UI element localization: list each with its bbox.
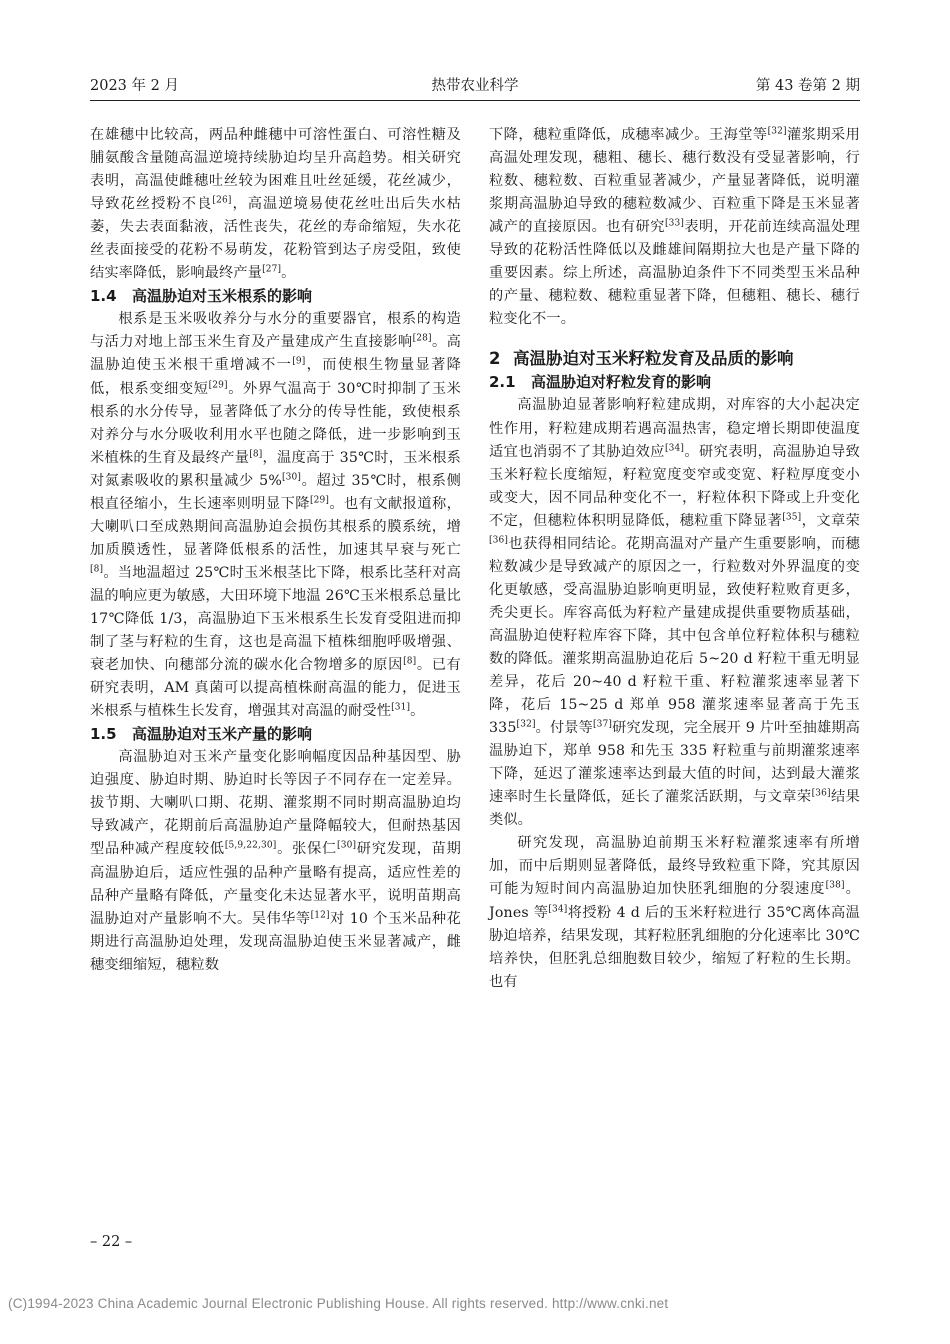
text-run: 表明，开花前连续高温处理导致的花粉活性降低以及雌雄间隔期拉大也是产量下降的重要因素。综上所述，高温胁迫条件下不同类型玉米品种的产量、穗粒数、穗粒重显著下降，但穗粗、穗长、穗行粒变化不一。 xyxy=(489,219,860,328)
paragraph-yield-continued xyxy=(489,124,860,331)
header-volume-issue: 第 43 卷第 2 期 xyxy=(755,78,860,94)
section-title: 高温胁迫对玉米产量的影响 xyxy=(132,725,313,744)
section-number: 2 xyxy=(489,349,501,369)
text-run: 。 xyxy=(410,703,425,720)
running-header xyxy=(90,74,860,100)
section-heading-1-4 xyxy=(90,285,461,308)
text-run: 灌浆期采用高温处理发现，穗粗、穗长、穗行数没有受显著影响，行粒数、穗粒数、百粒重显著减少，产量显著降低，说明灌浆期高温胁迫导致的穗粒数减少、百粒重下降是玉米显著减产的直接原因。也有研究 xyxy=(489,127,860,236)
text-run: 在雄穗中比较高，两品种雌穗中可溶性蛋白、可溶性糖及脯氨酸含量随高温逆境持续胁迫均呈升高趋势。相关研究表明，高温使雌穗吐丝较为困难且吐丝延缓，花丝减少，导致花丝授粉不良 xyxy=(90,127,461,213)
citation: [36] xyxy=(489,535,509,546)
citation: [5,9,22,30] xyxy=(224,840,277,851)
citation: [8] xyxy=(403,656,417,667)
text-run: ，文章荣 xyxy=(801,512,860,529)
section-title: 高温胁迫对玉米籽粒发育及品质的影响 xyxy=(513,349,794,369)
text-run: 。 xyxy=(281,265,296,282)
citation: [36] xyxy=(811,788,831,799)
text-run: 。付景等 xyxy=(535,720,593,737)
citation: [30] xyxy=(281,471,302,482)
citation: [29] xyxy=(309,495,330,506)
paragraph-kernel-development xyxy=(489,394,860,832)
text-run: 将授粉 4 d 后的玉米籽粒进行 35℃离体高温胁迫培养，结果发现，其籽粒胚乳细胞的分化速率比 30℃培养快，但胚乳总细胞数目较少，缩短了籽粒的生长期。也有 xyxy=(489,904,860,990)
right-column xyxy=(489,124,860,994)
text-run: 高温胁迫显著影响籽粒建成期，对库容的大小起决定性作用，籽粒建成期若遇高温热害，稳定增长期即使温度适宜也消弱不了其胁迫效应 xyxy=(489,397,860,460)
text-run: 。当地温超过 25℃时玉米根茎比下降，根系比茎秆对高温的响应更为敏感，大田环境下地温 26℃玉米根系总量比 17℃降低 1/3，高温胁迫下玉米根系生长发育受阻进而抑制了茎与籽粒的生育，这也是高温下植株细胞呼吸增强、衰老加快、向穗部分流的碳水化合物增多的原因 xyxy=(90,564,461,674)
section-title: 高温胁迫对籽粒发育的影响 xyxy=(531,373,712,392)
text-run: 研究发现，完全展开 9 片叶至抽雄期高温胁迫下，郑单 958 和先玉 335 籽粒重与前期灌浆速率下降，延迟了灌浆速率达到最大值的时间，达到最大灌浆速率时生长量降低，延长了灌浆活跃期，与文章荣 xyxy=(489,720,860,806)
paragraph-silk-pollination xyxy=(90,124,461,285)
citation: [34] xyxy=(548,903,568,914)
paragraph-grain-filling xyxy=(489,832,860,993)
citation: [38] xyxy=(825,880,845,891)
text-run: ，温度高于 35℃时，玉米根系对氮素吸收的累积量减少 5% xyxy=(90,449,462,489)
citation: [9] xyxy=(292,356,306,367)
text-run: 高温胁迫对玉米产量变化影响幅度因品种基因型、胁迫强度、胁迫时期、胁迫时长等因子不同存在一定差异。拔节期、大喇叭口期、花期、灌浆期不同时期高温胁迫均导致减产，花期前后高温胁迫产量降幅较大，但耐热基因型品种减产程度较低 xyxy=(90,749,461,858)
text-run: 结果类似。 xyxy=(489,789,860,829)
text-run: 根系是玉米吸收养分与水分的重要器官，根系的构造与活力对地上部玉米生育及产量建成产生直接影响 xyxy=(90,311,461,351)
text-run: ，高温逆境易使花丝吐出后失水枯萎，失去表面黏液，活性丧失，花丝的寿命缩短，失水花丝表面接受的花粉不易萌发，花粉管到达子房受阻，致使结实率降低，影响最终产量 xyxy=(90,196,461,282)
copyright-footer: (C)1994-2023 China Academic Journal Electronic Publishing House. All rights reserved. http://www.cnki.net xyxy=(8,1296,669,1311)
text-run: 下降，穗粒重降低，成穗率减少。王海堂等 xyxy=(489,127,768,143)
text-run: 。已有研究表明，AM 真菌可以提高植株耐高温的能力，促进玉米根系与植株生长发育，增强其对高温的耐受性 xyxy=(90,657,462,720)
section-gap xyxy=(489,331,860,347)
page-number: – 22 – xyxy=(90,1234,133,1250)
text-run: 。高温胁迫使玉米根干重增减不一 xyxy=(90,334,461,374)
text-run: 。Jones 等 xyxy=(489,881,860,921)
left-column xyxy=(90,124,461,977)
section-heading-2 xyxy=(489,347,860,371)
citation: [27] xyxy=(262,264,282,275)
text-run: 对 10 个玉米品种花期进行高温胁迫处理，发现高温胁迫使玉米显著减产，雌穗变细缩短，穗粒数 xyxy=(90,910,461,973)
citation: [32] xyxy=(767,126,787,137)
citation: [8] xyxy=(249,448,263,459)
section-title: 高温胁迫对玉米根系的影响 xyxy=(132,287,313,306)
text-run: ，而使根生物量显著降低，根系变细变短 xyxy=(90,357,461,397)
citation: [33] xyxy=(664,218,685,229)
text-run: 。研究表明，高温胁迫导致玉米籽粒长度缩短，籽粒宽度变窄或变宽、籽粒厚度变小或变大，因不同品种变化不一，籽粒体积下降或上升变化不定，但穗粒体积明显降低，穗粒重下降显著 xyxy=(489,443,860,529)
header-date: 2023 年 2 月 xyxy=(90,78,179,94)
text-run: 也获得相同结论。花期高温对产量产生重要影响，而穗粒数减少是导致减产的原因之一，行粒数对外界温度的变化更敏感，受高温胁迫影响更明显，致使籽粒败育更多，秃尖更长。库容高低为籽粒产量建成提供重要物质基础，高温胁迫使籽粒库容下降，其中包含单位籽粒体积与穗粒数的降低。灌浆期高温胁迫花后 5~20 d 籽粒干重无明显差异，花后 20~40 d 籽粒干重、籽粒灌浆速率显著下降，花后 15~25 d 郑单 958 灌浆速率显著高于先玉 335 xyxy=(489,535,860,737)
citation: [8] xyxy=(90,564,104,575)
citation: [26] xyxy=(212,195,232,206)
text-run: 。张保仁 xyxy=(276,841,338,858)
section-number: 2.1 xyxy=(489,373,516,392)
citation: [12] xyxy=(310,909,330,920)
section-heading-1-5 xyxy=(90,723,461,746)
citation: [37] xyxy=(592,719,613,730)
citation: [28] xyxy=(412,333,432,344)
citation: [32] xyxy=(516,719,536,730)
citation: [35] xyxy=(782,511,802,522)
text-run: 。超过 35℃时，根系侧根直径缩小，生长速率则明显下降 xyxy=(90,472,461,512)
text-run: 。外界气温高于 30℃时抑制了玉米根系的水分传导，显著降低了水分的传导性能，致使根系对养分与水分吸收利用水平也随之降低，进一步影响到玉米植株的生育及最终产量 xyxy=(90,380,461,466)
section-heading-2-1 xyxy=(489,371,860,394)
paragraph-yield xyxy=(90,746,461,976)
header-rule xyxy=(90,100,860,101)
citation: [34] xyxy=(664,442,685,453)
text-run: 。也有文献报道称，大喇叭口至成熟期间高温胁迫会损伤其根系的膜系统，增加质膜透性，显著降低根系的活性，加速其早衰与死亡 xyxy=(90,495,461,558)
text-run: 研究发现，苗期高温胁迫后，适应性强的品种产量略有提高，适应性差的品种产量略有降低，产量变化未达显著水平，说明苗期高温胁迫对产量影响不大。吴伟华等 xyxy=(90,841,461,927)
section-number: 1.4 xyxy=(90,287,117,306)
text-run: 研究发现，高温胁迫前期玉米籽粒灌浆速率有所增加，而中后期则显著降低，最终导致粒重下降，究其原因可能为短时间内高温胁迫加快胚乳细胞的分裂速度 xyxy=(489,835,860,898)
citation: [30] xyxy=(337,840,357,851)
citation: [29] xyxy=(208,379,228,390)
section-number: 1.5 xyxy=(90,725,117,744)
header-journal-name: 热带农业科学 xyxy=(431,78,519,94)
citation: [31] xyxy=(391,702,411,713)
paragraph-root-system xyxy=(90,308,461,723)
